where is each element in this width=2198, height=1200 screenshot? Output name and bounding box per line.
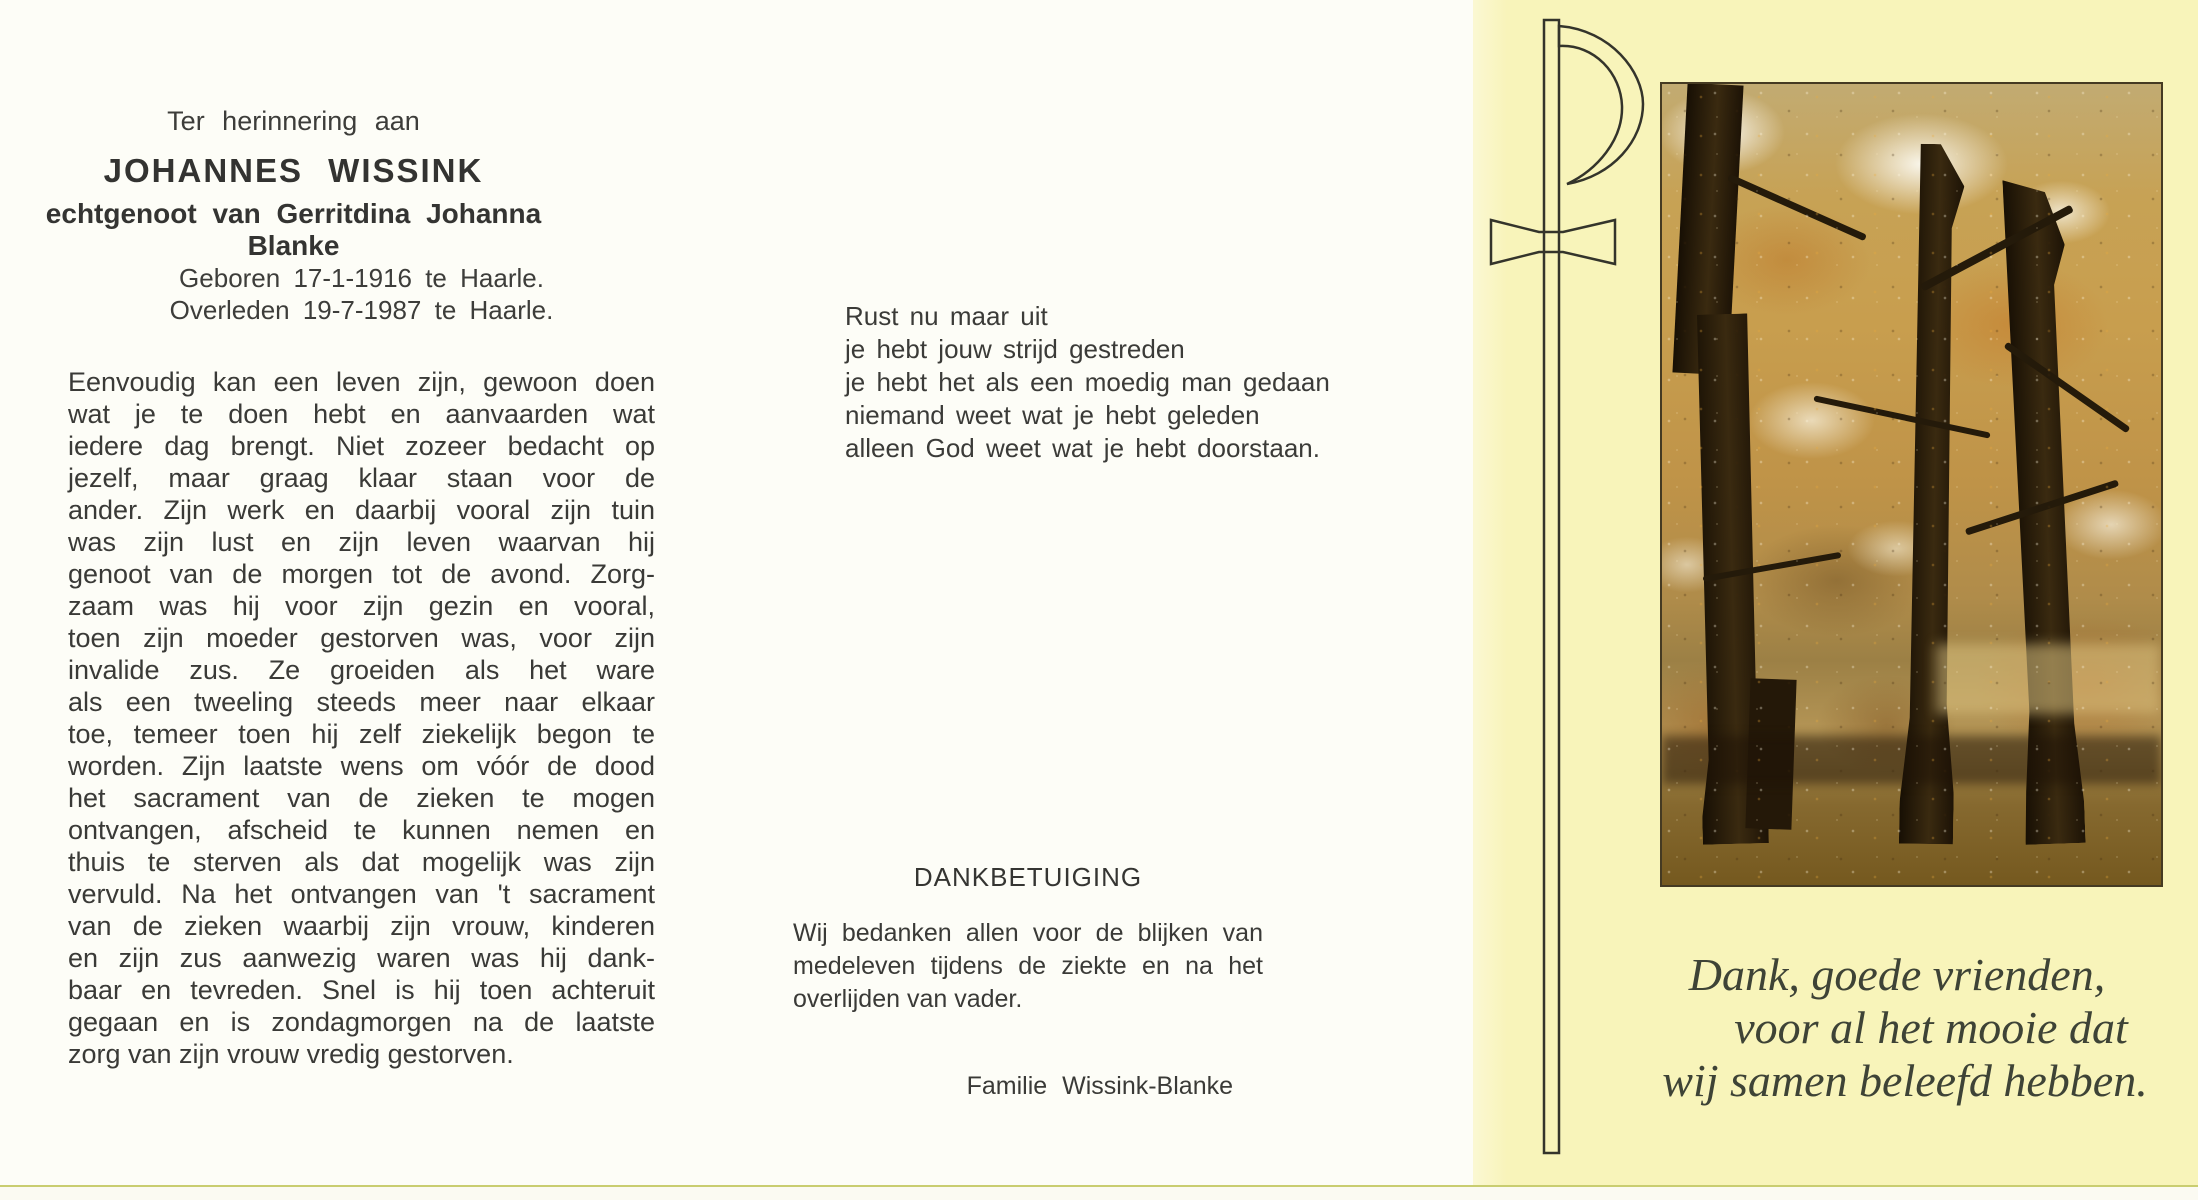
thanks-text-line: Wij bedanken allen voor de blijken van [793,919,1263,947]
intro-line: Ter herinnering aan [167,106,420,136]
memorial-text-line: vervuld. Na het ontvangen van 't sacrament [68,879,655,909]
quote-line: Dank, goede vrienden, [1688,949,2106,1000]
memorial-text-line: zaam was hij voor zijn gezin en vooral, [68,591,655,621]
poem-line: je hebt het als een moedig man gedaan [845,367,1330,397]
memorial-text-line: baar en tevreden. Snel is hij toen achteruit [68,975,655,1005]
memorial-text-line: was zijn lust en zijn leven waarvan hij [68,527,655,557]
memorial-text-line: wat je te doen hebt en aanvaarden wat [68,399,655,429]
deceased-name: JOHANNES WISSINK [103,152,484,189]
memorial-text-line: genoot van de morgen tot de avond. Zorg- [68,559,655,589]
card-bottom-edge [0,1185,2198,1200]
memorial-text-line: ontvangen, afscheid te kunnen nemen en [68,815,655,845]
memorial-text-line: worden. Zijn laatste wens om vóór de dood [68,751,655,781]
poem-line: alleen God weet wat je hebt doorstaan. [845,433,1320,463]
quote-line: wij samen beleefd hebben. [1662,1055,2148,1106]
leaf-texture [1662,84,2161,885]
memorial-text-line: jezelf, maar graag klaar staan voor de [68,463,655,493]
poem-line: niemand weet wat je hebt geleden [845,400,1260,430]
thanks-text-line: medeleven tijdens de ziekte en na het [793,952,1263,980]
memorial-text-line: invalide zus. Ze groeiden als het ware [68,655,655,685]
memorial-text-line: ander. Zijn werk en daarbij vooral zijn tuin [68,495,655,525]
autumn-trees-photo [1660,82,2163,887]
poem [845,300,1330,465]
memorial-text-line: zorg van zijn vrouw vredig gestorven. [68,1039,514,1069]
memorial-text-line: van de zieken waarbij zijn vrouw, kinderen [68,911,655,941]
memorial-text-line: toen zijn moeder gestorven was, voor zijn [68,623,655,653]
memorial-text-line: iedere dag brengt. Niet zozeer bedacht op [68,431,655,461]
right-page [1473,0,2198,1186]
quote-line: voor al het mooie dat [1734,1002,2128,1053]
memorial-text-line: als een tweeling steeds meer naar elkaar [68,687,655,717]
memorial-text-line: thuis te sterven als dat mogelijk was zijn [68,847,655,877]
memorial-text-line: en zijn zus aanwezig waren was hij dank- [68,943,655,973]
memorial-text [68,366,655,1070]
poem-line: je hebt jouw strijd gestreden [845,334,1185,364]
memorial-text-line: toe, temeer toen hij zelf ziekelijk begon te [68,719,655,749]
birth-line: Geboren 17-1-1916 te Haarle. [179,263,544,293]
thanks-signature: Familie Wissink-Blanke [966,1072,1233,1100]
thanks-section [793,862,1263,1101]
memorial-text-line: Eenvoudig kan een leven zijn, gewoon doen [68,367,655,397]
dates-block [68,262,655,326]
thanks-text-line: overlijden van vader. [793,985,1023,1013]
spouse-line: echtgenoot van Gerritdina Johanna Blanke [45,198,542,261]
thanks-title: DANKBETUIGING [913,862,1143,892]
memorial-text-line: gegaan en is zondagmorgen na de laatste [68,1007,655,1037]
thanks-text [793,917,1263,1016]
poem-line: Rust nu maar uit [845,301,1048,331]
memorial-text-line: het sacrament van de zieken te mogen [68,783,655,813]
death-line: Overleden 19-7-1987 te Haarle. [169,295,554,325]
quote [1625,948,2185,1107]
